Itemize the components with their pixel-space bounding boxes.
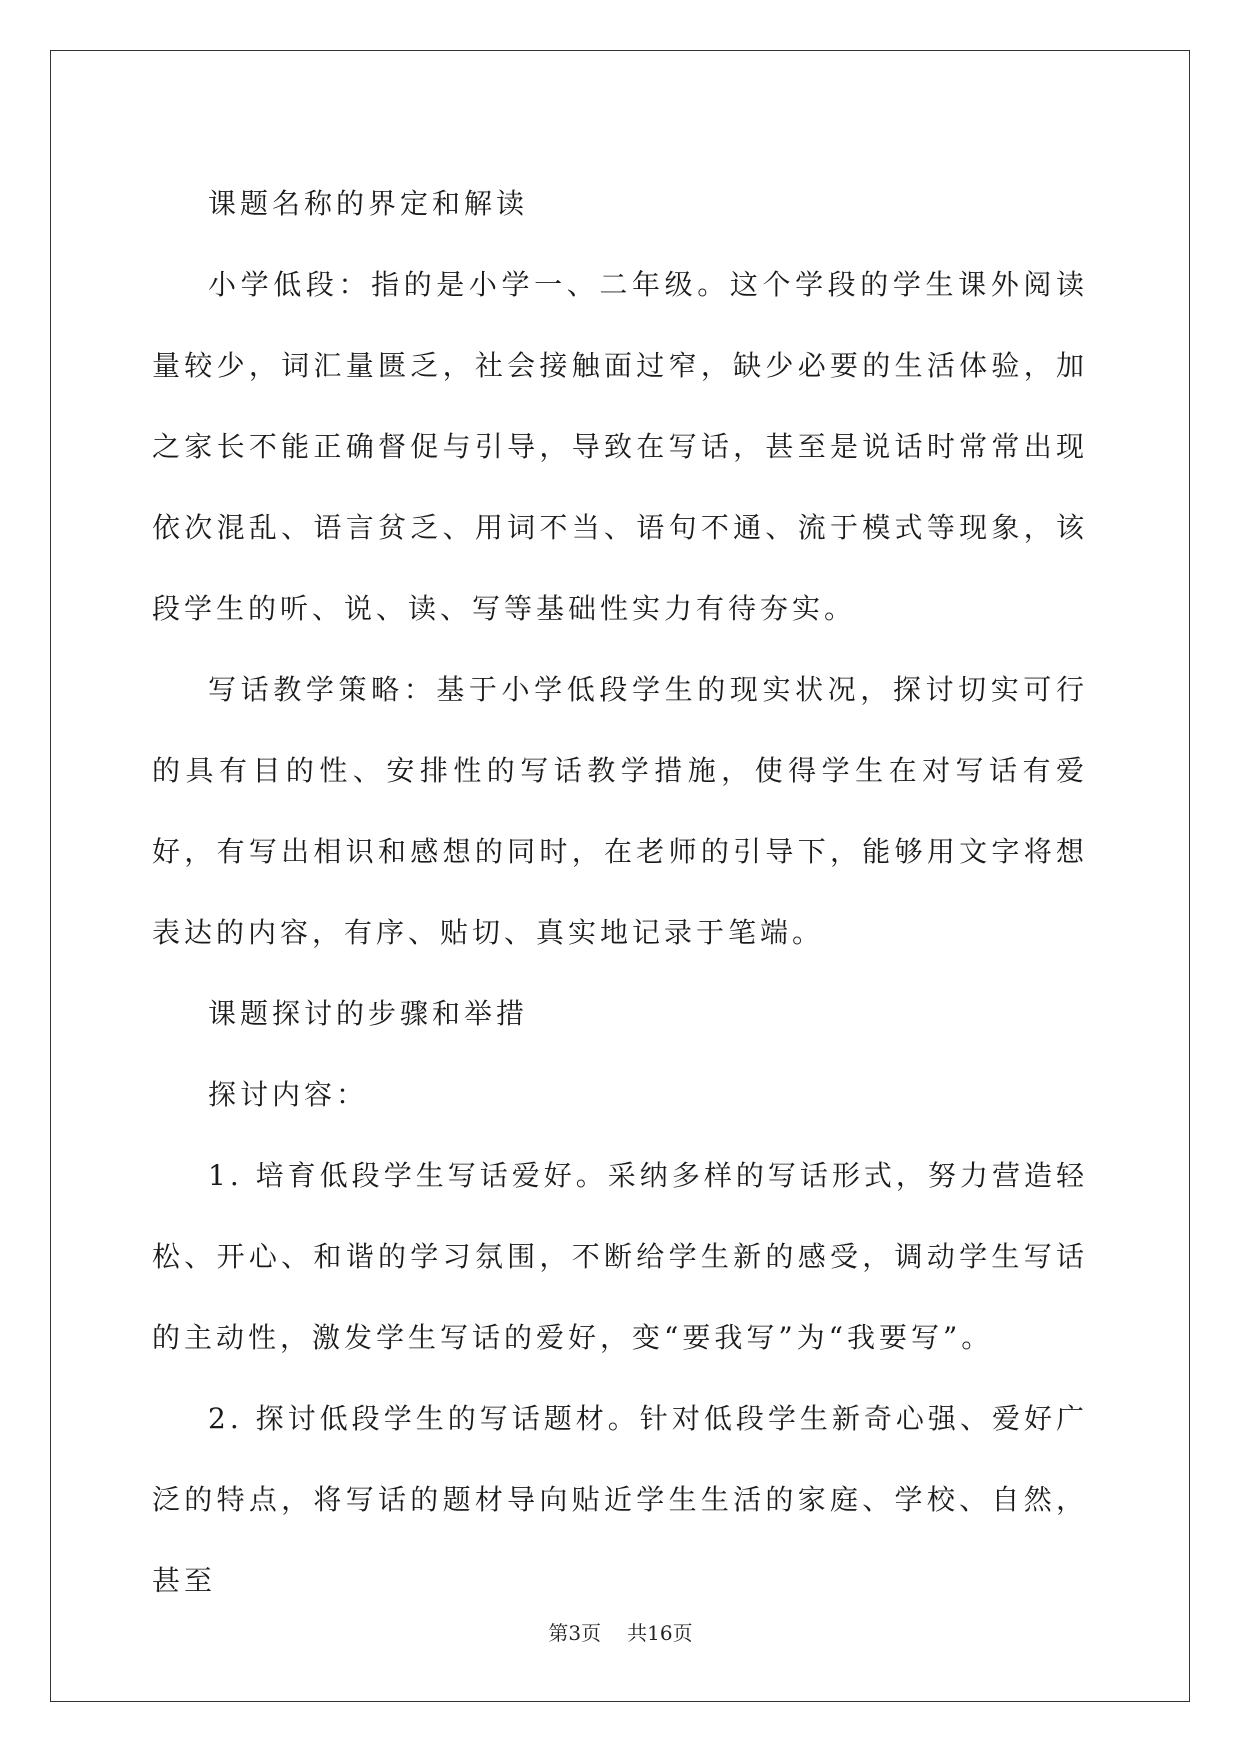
- body-paragraph: 写话教学策略：基于小学低段学生的现实状况，探讨切实可行的具有目的性、安排性的写话教学措施，使得学生在对写话有爱好，有写出相识和感想的同时，在老师的引导下，能够用文字将想表达的内容，有序、贴切、真实地记录于笔端。: [152, 673, 1088, 949]
- total-pages: 共16页: [627, 1621, 693, 1645]
- list-item: 1. 培育低段学生写话爱好。采纳多样的写话形式，努力营造轻松、开心、和谐的学习氛围，不断给学生新的感受，调动学生写话的主动性，激发学生写话的爱好，变“要我写”为“我要写”。: [152, 1159, 1088, 1354]
- document-body: [152, 163, 1088, 1621]
- section-heading: 课题探讨的步骤和举措: [208, 997, 529, 1030]
- body-paragraph: 小学低段：指的是小学一、二年级。这个学段的学生课外阅读量较少，词汇量匮乏，社会接触面过窄，缺少必要的生活体验，加之家长不能正确督促与引导，导致在写话，甚至是说话时常常出现依次混乱、语言贫乏、用词不当、语句不通、流于模式等现象，该段学生的听、说、读、写等基础性实力有待夯实。: [152, 268, 1088, 625]
- page-footer: [0, 1617, 1241, 1646]
- page-number: 第3页: [548, 1621, 602, 1645]
- subheading: 探讨内容：: [208, 1078, 369, 1111]
- section-heading: 课题名称的界定和解读: [208, 187, 529, 220]
- list-item: 2. 探讨低段学生的写话题材。针对低段学生新奇心强、爱好广泛的特点，将写话的题材导向贴近学生生活的家庭、学校、自然，甚至: [152, 1402, 1088, 1597]
